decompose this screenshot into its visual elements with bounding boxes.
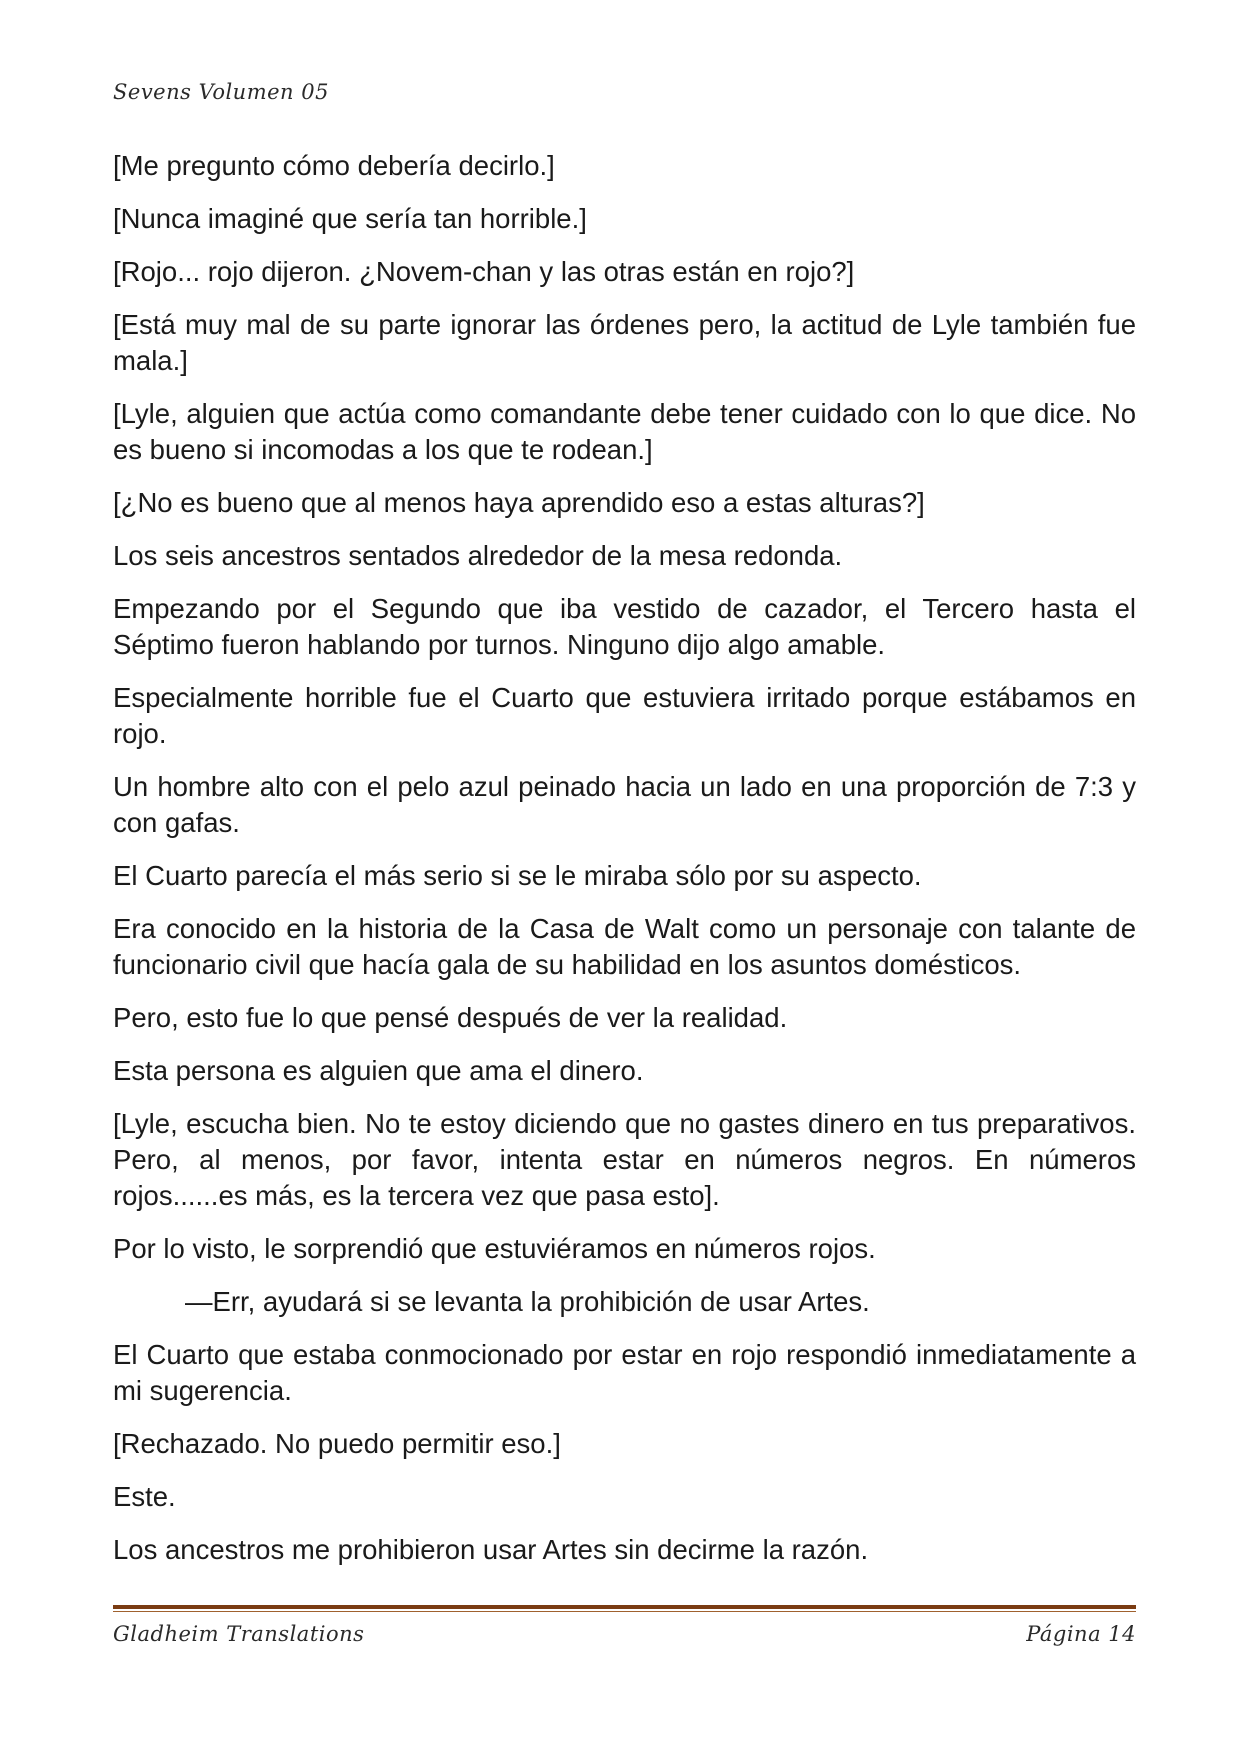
paragraph: Este.: [113, 1481, 176, 1512]
paragraph: Pero, esto fue lo que pensé después de ver la realidad.: [113, 1002, 788, 1033]
paragraph: Los ancestros me prohibieron usar Artes sin decirme la razón.: [113, 1534, 869, 1565]
paragraph: [Lyle, escucha bien. No te estoy diciendo que no gastes dinero en tus preparativos. Pero, al menos, por favor, intenta estar en números negros. En números rojos......es más, es la tercera vez que pasa esto].: [113, 1108, 1136, 1211]
paragraph: [¿No es bueno que al menos haya aprendido eso a estas alturas?]: [113, 487, 925, 518]
dialogue-paragraph: —Err, ayudará si se levanta la prohibición de usar Artes.: [185, 1286, 870, 1317]
paragraph: Empezando por el Segundo que iba vestido de cazador, el Tercero hasta el Séptimo fueron hablando por turnos. Ninguno dijo algo amable.: [113, 593, 1136, 660]
running-header: Sevens Volumen 05: [113, 80, 329, 104]
page-number: Página 14: [1026, 1622, 1136, 1646]
footer-publisher: Gladheim Translations: [113, 1622, 365, 1646]
paragraph: Un hombre alto con el pelo azul peinado hacia un lado en una proporción de 7:3 y con gafas.: [113, 771, 1136, 838]
paragraph: Esta persona es alguien que ama el dinero.: [113, 1055, 644, 1086]
paragraph: [Está muy mal de su parte ignorar las órdenes pero, la actitud de Lyle también fue mala.]: [113, 309, 1136, 376]
paragraph: Especialmente horrible fue el Cuarto que estuviera irritado porque estábamos en rojo.: [113, 682, 1136, 749]
paragraph: [Rojo... rojo dijeron. ¿Novem-chan y las otras están en rojo?]: [113, 256, 855, 287]
paragraph: [Nunca imaginé que sería tan horrible.]: [113, 203, 587, 234]
footer-divider-thin: [113, 1611, 1136, 1612]
footer-divider: [113, 1605, 1136, 1612]
page-footer: [113, 1622, 1136, 1646]
paragraph: Era conocido en la historia de la Casa de Walt como un personaje con talante de funcionario civil que hacía gala de su habilidad en los asuntos domésticos.: [113, 913, 1136, 980]
paragraph: [Me pregunto cómo debería decirlo.]: [113, 150, 555, 181]
body-text: [113, 148, 1136, 1585]
footer-divider-thick: [113, 1605, 1136, 1609]
paragraph: Por lo visto, le sorprendió que estuviéramos en números rojos.: [113, 1233, 876, 1264]
paragraph: El Cuarto que estaba conmocionado por estar en rojo respondió inmediatamente a mi sugerencia.: [113, 1339, 1136, 1406]
paragraph: El Cuarto parecía el más serio si se le miraba sólo por su aspecto.: [113, 860, 922, 891]
paragraph: [Lyle, alguien que actúa como comandante debe tener cuidado con lo que dice. No es bueno si incomodas a los que te rodean.]: [113, 398, 1136, 465]
paragraph: Los seis ancestros sentados alrededor de la mesa redonda.: [113, 540, 843, 571]
paragraph: [Rechazado. No puedo permitir eso.]: [113, 1428, 561, 1459]
